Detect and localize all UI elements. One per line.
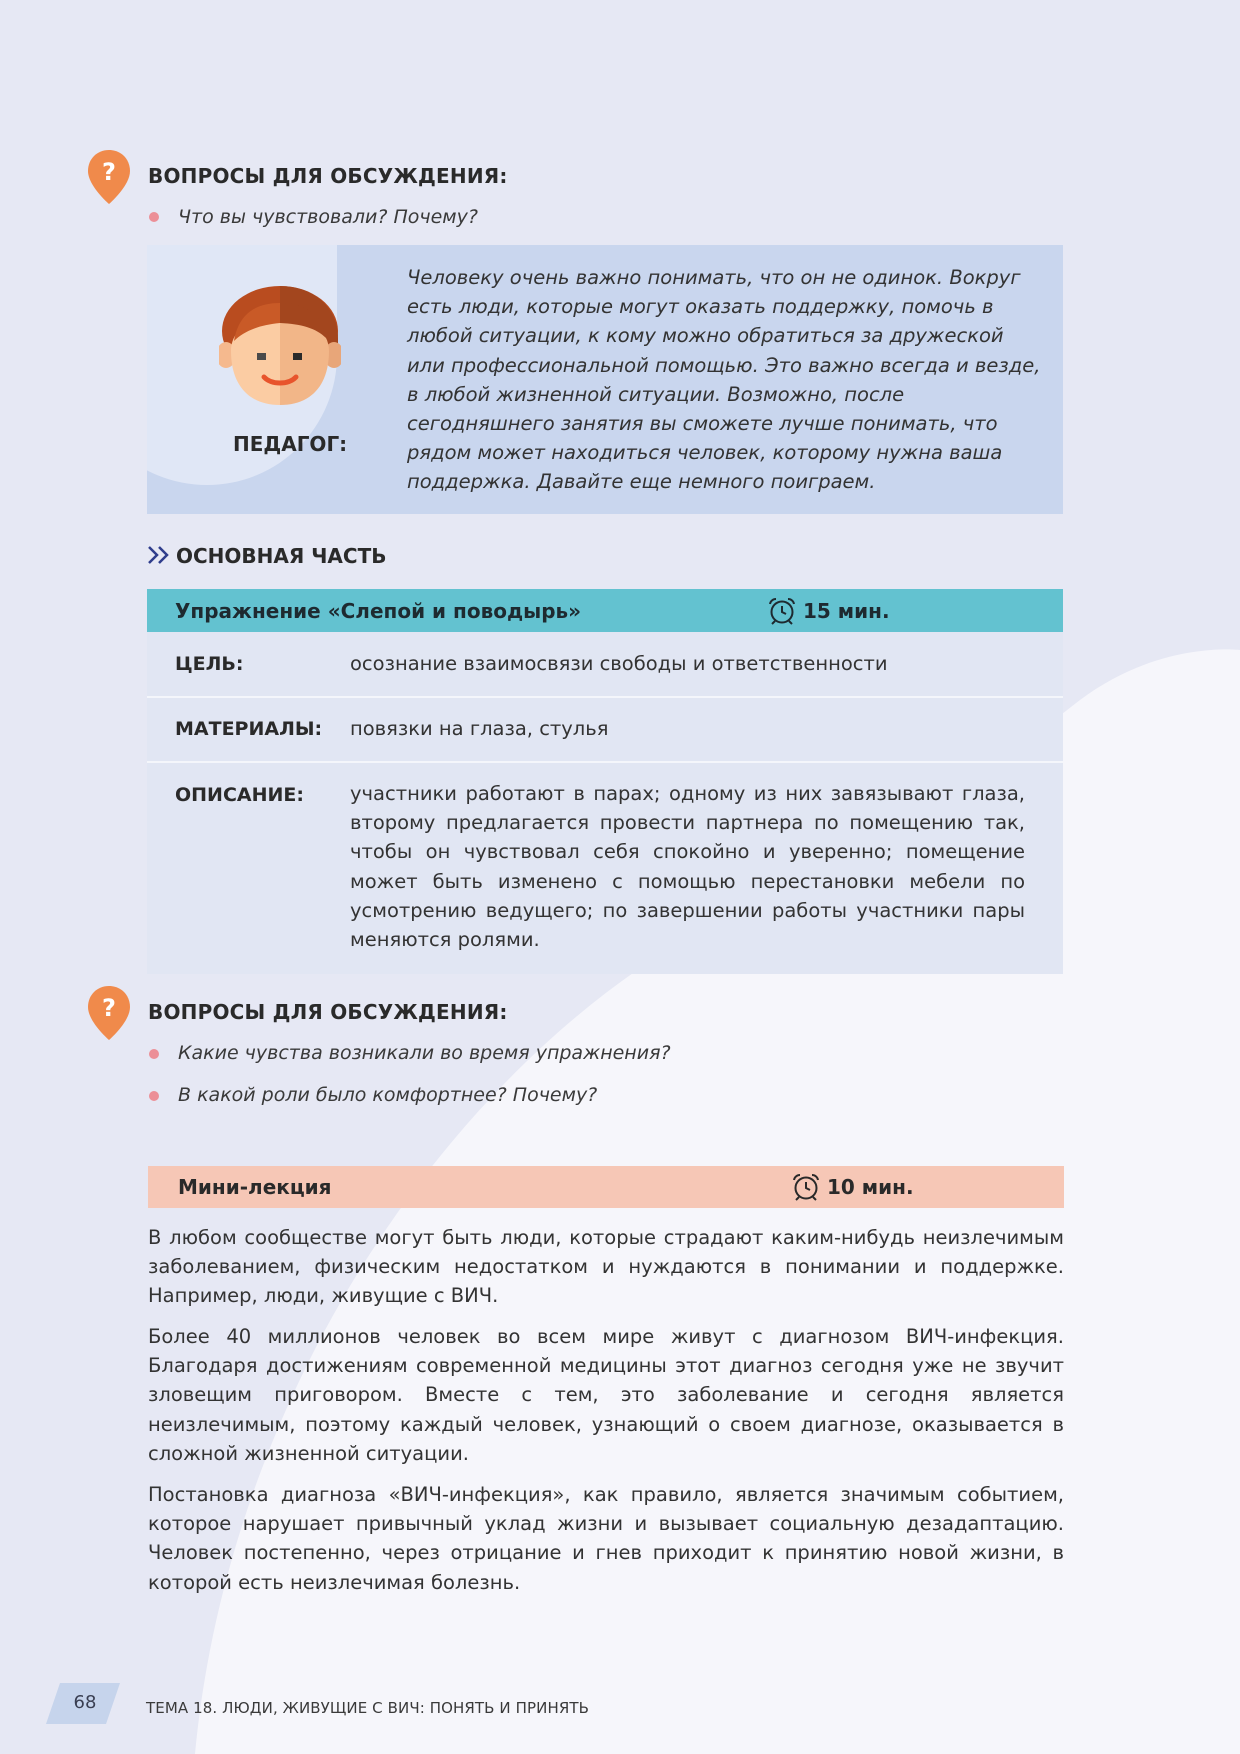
teacher-label: ПЕДАГОГ:: [233, 432, 348, 456]
footer-topic: ТЕМА 18. ЛЮДИ, ЖИВУЩИЕ С ВИЧ: ПОНЯТЬ И ПРИНЯТЬ: [146, 1699, 590, 1717]
discussion-title-1: ВОПРОСЫ ДЛЯ ОБСУЖДЕНИЯ:: [148, 164, 508, 188]
mini-lecture-header: [148, 1166, 1064, 1208]
exercise-table: [147, 632, 1063, 974]
discussion-block-1: [86, 148, 132, 210]
bullet-dot: [149, 1091, 159, 1101]
discussion-title-2: ВОПРОСЫ ДЛЯ ОБСУЖДЕНИЯ:: [148, 1000, 508, 1024]
teacher-box: [147, 245, 1063, 514]
teacher-speech: Человеку очень важно понимать, что он не одинок. Вокруг есть люди, которые могут оказать поддержку, помочь в любой ситуации, к кому можно обратиться за дружеской или профессиональной помощью. Это важно всегда и везде, в любой жизненной ситуации. Возможно, после сегодняшнего занятия вы сможете лучше понимать, что рядом может находиться человек, которому нужна ваша поддержка. Давайте еще немного поиграем.: [407, 266, 1041, 494]
mini-lecture-title: Мини-лекция: [178, 1175, 332, 1199]
exercise-header: [147, 589, 1063, 632]
description-value: участники работают в парах; одному из них завязывают глаза, второму предлагается провести партнера по помещению так, чтобы он чувствовал себя спокойно и уверенно; помещение может быть изменено с помощью перестановки мебели по усмотрению ведущего; по завершении работы участники пары меняются ролями.: [350, 782, 1025, 952]
lecture-paragraph: В любом сообществе могут быть люди, которые страдают каким-нибудь неизлечимым заболеванием, физическим недостатком и нуждаются в понимании и поддержке. Например, люди, живущие с ВИЧ.: [148, 1226, 1064, 1308]
svg-text:?: ?: [102, 994, 116, 1022]
description-label: ОПИСАНИЕ:: [175, 784, 304, 806]
page-number: 68: [73, 1692, 97, 1713]
exercise-row-materials: [147, 698, 1063, 763]
lecture-paragraph: Более 40 миллионов человек во всем мире живут с диагнозом ВИЧ-инфекция. Благодаря достижениям современной медицины этот диагноз сегодня уже не звучит зловещим приговором. Вместе с тем, это заболевание и сегодня является неизлечимым, поэтому каждый человек, узнающий о своем диагнозе, оказывается в сложной жизненной ситуации.: [148, 1325, 1064, 1465]
exercise-time-label: 15 мин.: [803, 599, 890, 623]
bullet-dot: [149, 212, 159, 222]
alarm-clock-icon: [767, 597, 797, 625]
discussion-question: Какие чувства возникали во время упражнения?: [178, 1042, 671, 1064]
mini-lecture-time-label: 10 мин.: [827, 1175, 914, 1199]
discussion-question: В какой роли было комфортнее? Почему?: [178, 1084, 598, 1106]
discussion-block-2: [86, 984, 132, 1046]
alarm-clock-icon: [791, 1173, 821, 1201]
main-section-title: ОСНОВНАЯ ЧАСТЬ: [176, 544, 387, 568]
exercise-row-description: [147, 763, 1063, 974]
materials-label: МАТЕРИАЛЫ:: [175, 718, 323, 740]
double-chevron-icon: [146, 545, 172, 565]
discussion-question: Что вы чувствовали? Почему?: [178, 206, 478, 228]
svg-text:?: ?: [102, 158, 116, 186]
exercise-row-goal: [147, 632, 1063, 698]
page-number-box: [46, 1683, 120, 1724]
mini-lecture-time: [791, 1173, 914, 1201]
goal-label: ЦЕЛЬ:: [175, 653, 244, 675]
question-pin-icon: [86, 148, 132, 206]
lecture-paragraph: Постановка диагноза «ВИЧ-инфекция», как правило, является значимым событием, которое нарушает привычный уклад жизни и вызывает социальную дезадаптацию. Человек постепенно, через отрицание и гнев приходит к принятию новой жизни, в которой есть неизлечимая болезнь.: [148, 1483, 1064, 1594]
exercise-title: Упражнение «Слепой и поводырь»: [175, 599, 582, 623]
bullet-dot: [149, 1049, 159, 1059]
exercise-time: [767, 597, 890, 625]
goal-value: осознание взаимосвязи свободы и ответственности: [350, 652, 888, 675]
question-pin-icon: [86, 984, 132, 1042]
teacher-avatar-icon: [219, 283, 341, 405]
materials-value: повязки на глаза, стулья: [350, 717, 609, 740]
